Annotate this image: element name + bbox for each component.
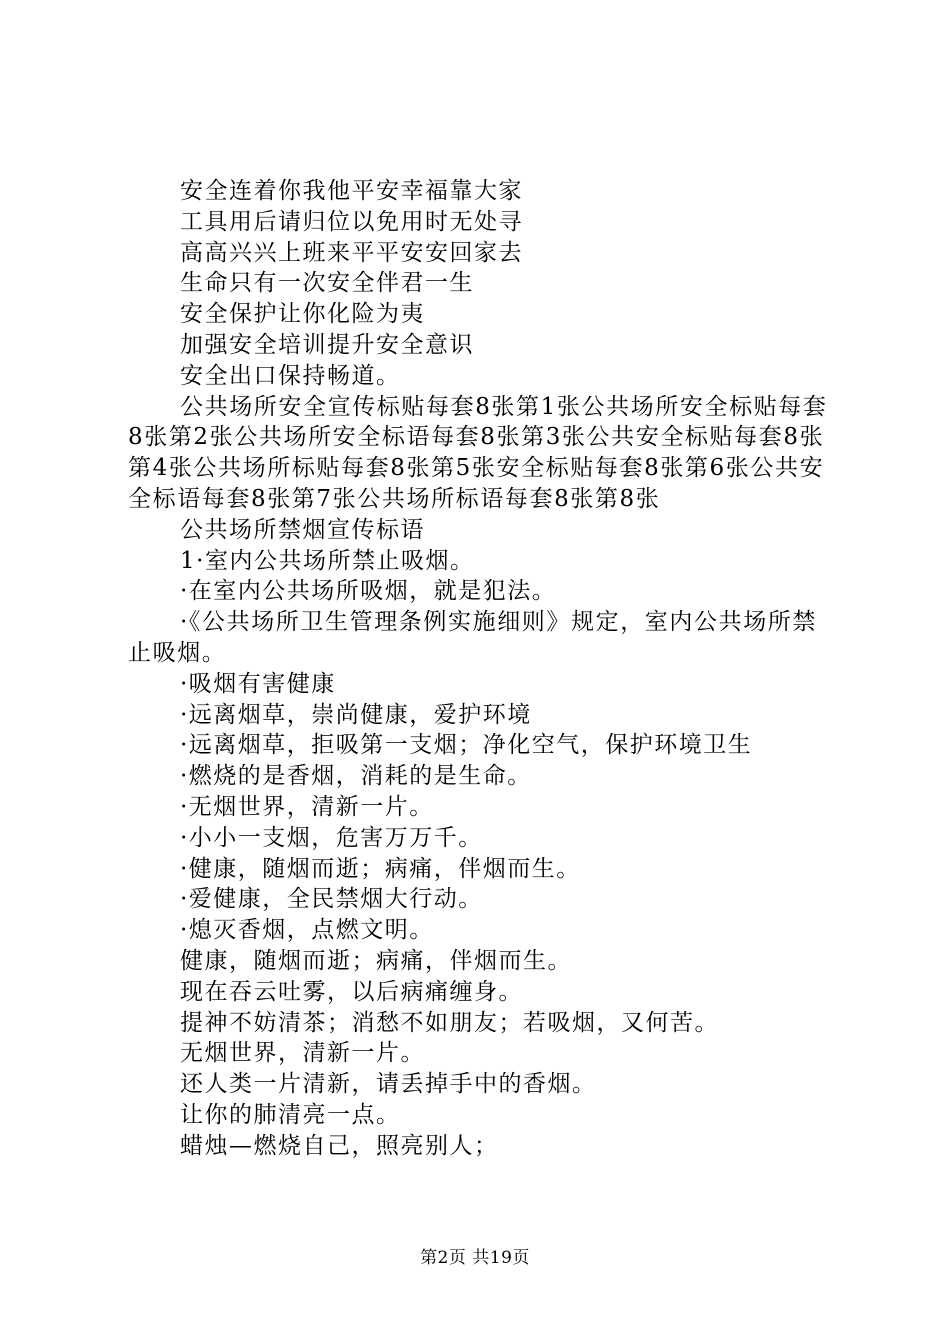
text-line: 工具用后请归位以免用时无处寻: [180, 208, 523, 235]
list-item: 1·室内公共场所禁止吸烟。: [180, 547, 475, 574]
page-footer: 第2页 共19页: [420, 1248, 530, 1268]
slogan-line: 现在吞云吐雾，以后病痛缠身。: [180, 978, 523, 1005]
bullet-item: ·爱健康，全民禁烟大行动。: [180, 886, 483, 913]
text-line: 生命只有一次安全伴君一生: [180, 270, 474, 297]
slogan-line: 健康，随烟而逝；病痛，伴烟而生。: [180, 947, 572, 974]
bullet-item: ·熄灭香烟，点燃文明。: [180, 917, 434, 944]
regulation-paragraph: ·《公共场所卫生管理条例实施细则》规定，室内公共场所禁止吸烟。: [128, 609, 818, 666]
bullet-item: ·小小一支烟，危害万万千。: [180, 824, 483, 851]
list-item: ·在室内公共场所吸烟，就是犯法。: [180, 578, 557, 605]
bullet-item: ·远离烟草，崇尚健康，爱护环境: [180, 701, 532, 728]
text-line: 安全出口保持畅道。: [180, 362, 401, 389]
bullet-item: ·远离烟草，拒吸第一支烟；净化空气，保护环境卫生: [180, 732, 753, 759]
text-line: 高高兴兴上班来平平安安回家去: [180, 239, 523, 266]
slogan-line: 让你的肺清亮一点。: [180, 1101, 401, 1128]
bullet-item: ·吸烟有害健康: [180, 670, 336, 697]
section-title: 公共场所禁烟宣传标语: [180, 516, 425, 543]
text-line: 安全保护让你化险为夷: [180, 301, 425, 328]
text-line: 加强安全培训提升安全意识: [180, 331, 474, 358]
sticker-set-paragraph: 公共场所安全宣传标贴每套8张第1张公共场所安全标贴每套8张第2张公共场所安全标语每套8张第3张公共安全标贴每套8张第4张公共场所标贴每套8张第5张安全标贴每套8张第6张公共安全标语每套8张第7张公共场所标语每套8张第8张: [128, 393, 828, 512]
text-line: 安全连着你我他平安幸福靠大家: [180, 178, 523, 204]
slogan-line: 蜡烛—燃烧自己，照亮别人；: [180, 1132, 499, 1159]
document-body: [128, 176, 834, 1162]
bullet-item: ·无烟世界，清新一片。: [180, 793, 434, 820]
slogan-line: 无烟世界，清新一片。: [180, 1040, 425, 1067]
bullet-item: ·健康，随烟而逝；病痛，伴烟而生。: [180, 855, 581, 882]
slogan-line: 还人类一片清新，请丢掉手中的香烟。: [180, 1071, 597, 1098]
slogan-line: 提神不妨清茶；消愁不如朋友；若吸烟，又何苦。: [180, 1009, 719, 1036]
bullet-item: ·燃烧的是香烟，消耗的是生命。: [180, 763, 532, 790]
